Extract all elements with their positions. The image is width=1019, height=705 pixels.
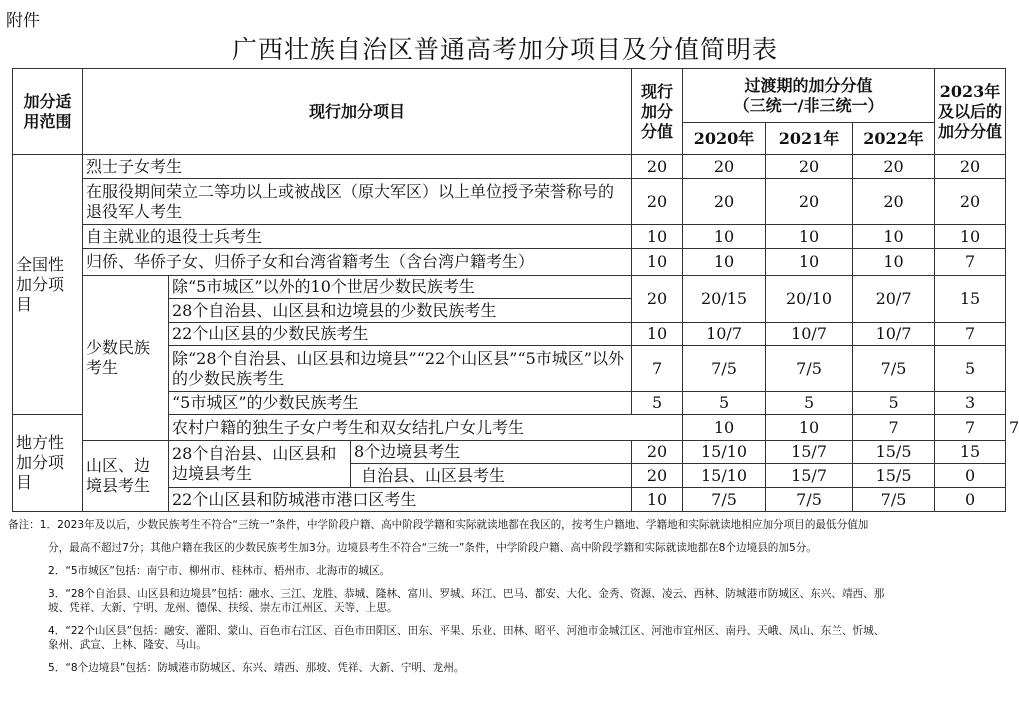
- value-cell: 5: [683, 392, 766, 415]
- value-cell: 20: [632, 179, 683, 225]
- item-cell: 28个自治县、山区县和边境县的少数民族考生: [169, 299, 632, 323]
- group-autonomous-border: 28个自治县、山区县和边境县考生: [169, 441, 351, 488]
- value-cell: 20: [935, 179, 1006, 225]
- value-cell: 7: [935, 415, 1006, 441]
- table-row: [13, 155, 1006, 179]
- bonus-points-table: [12, 68, 1019, 512]
- value-cell: 10: [632, 249, 683, 276]
- value-cell: 10: [683, 415, 766, 441]
- value-cell: 7: [853, 415, 935, 441]
- value-cell: 20: [853, 155, 935, 179]
- notes-section: [8, 518, 1003, 675]
- value-cell: 20/15: [683, 276, 766, 323]
- value-cell: 7/5: [683, 346, 766, 392]
- table-row: [13, 179, 1006, 225]
- item-cell: 除“5市城区”以外的10个世居少数民族考生: [169, 276, 632, 299]
- value-cell: 7/5: [683, 488, 766, 512]
- header-scope: 加分适用范围: [13, 69, 83, 155]
- header-2020: 2020年: [683, 123, 766, 155]
- header-2023: 2023年及以后的加分分值: [935, 69, 1006, 155]
- item-cell: 归侨、华侨子女、归侨子女和台湾省籍考生（含台湾户籍考生）: [83, 249, 632, 276]
- value-cell: 20: [766, 179, 853, 225]
- note-3-continued: 坡、凭祥、大新、宁明、龙州、德保、扶绥、崇左市江州区、天等、上思。: [48, 602, 398, 614]
- header-transition-label: 过渡期的加分分值: [744, 75, 873, 95]
- header-2022: 2022年: [853, 123, 935, 155]
- item-cell: 22个山区县的少数民族考生: [169, 323, 632, 346]
- value-cell: 10: [853, 249, 935, 276]
- header-2021: 2021年: [766, 123, 853, 155]
- value-cell: 20: [683, 179, 766, 225]
- group-local: 地方性加分项目: [13, 415, 83, 512]
- table-row: 地方性加分项目 农村户籍的独生子女户考生和双女结扎户女儿考生 10 10 7 7 7: [13, 415, 1006, 441]
- value-cell: 20: [632, 155, 683, 179]
- group-minority: 少数民族考生: [83, 276, 169, 441]
- note-4-continued: 象州、武宣、上林、隆安、马山。: [48, 639, 207, 651]
- table-row: [13, 249, 1006, 276]
- table-row: [13, 225, 1006, 249]
- note-5: 5．“8个边境县”包括：防城港市防城区、东兴、靖西、那坡、凭祥、大新、宁明、龙州。: [48, 662, 465, 674]
- value-cell: 15: [935, 276, 1006, 323]
- value-cell: 0: [935, 464, 1006, 488]
- header-current: 现行加分分值: [632, 69, 683, 155]
- note-1: 备注：1．2023年及以后，少数民族考生不符合“三统一”条件，中学阶段户籍、高中阶段学籍和实际就读地都在我区的，按考生户籍地、学籍地和实际就读地相应加分项目的最低分值加: [8, 519, 869, 531]
- value-cell: 10/7: [766, 323, 853, 346]
- value-cell: 7: [935, 249, 1006, 276]
- value-cell: 20/7: [853, 276, 935, 323]
- value-cell: 10: [766, 249, 853, 276]
- value-cell: 20/10: [766, 276, 853, 323]
- value-cell: 20: [632, 441, 683, 464]
- item-cell: 烈士子女考生: [83, 155, 632, 179]
- value-cell: 20: [935, 155, 1006, 179]
- item-cell: 自治县、山区县考生: [351, 464, 632, 488]
- value-cell: 20: [766, 155, 853, 179]
- table-row: [13, 441, 1006, 464]
- value-cell: 15/7: [766, 441, 853, 464]
- item-cell: 农村户籍的独生子女户考生和双女结扎户女儿考生: [169, 415, 683, 441]
- header-transition: [683, 69, 935, 123]
- value-cell: 20: [632, 276, 683, 323]
- value-cell: 10: [935, 225, 1006, 249]
- item-cell: 在服役期间荣立二等功以上或被战区（原大军区）以上单位授予荣誉称号的退役军人考生: [83, 179, 632, 225]
- table-row: [13, 276, 1006, 299]
- group-mountain-border: 山区、边境县考生: [83, 441, 169, 512]
- value-cell: 3: [935, 392, 1006, 415]
- item-cell: 自主就业的退役士兵考生: [83, 225, 632, 249]
- value-cell: 0: [935, 488, 1006, 512]
- value-cell: 15/5: [853, 464, 935, 488]
- value-cell: 20: [683, 155, 766, 179]
- value-cell: 15/5: [853, 441, 935, 464]
- value-cell: 5: [632, 392, 683, 415]
- value-cell: 7: [632, 346, 683, 392]
- value-cell: 15/10: [683, 441, 766, 464]
- header-row: [13, 69, 1006, 123]
- note-2: 2．“5市城区”包括：南宁市、柳州市、桂林市、梧州市、北海市的城区。: [48, 565, 391, 577]
- item-cell: 22个山区县和防城港市港口区考生: [169, 488, 632, 512]
- value-cell: 15/10: [683, 464, 766, 488]
- item-cell: 8个边境县考生: [351, 441, 632, 464]
- value-cell: 7: [935, 323, 1006, 346]
- note-3: 3．“28个自治县、山区县和边境县”包括：融水、三江、龙胜、恭城、隆林、富川、罗城、环江、巴马、都安、大化、金秀、资源、凌云、西林、防城港市防城区、东兴、靖西、那: [48, 588, 885, 600]
- value-cell: 10: [683, 249, 766, 276]
- value-cell: 10/7: [683, 323, 766, 346]
- value-cell: 20: [853, 179, 935, 225]
- value-cell: 7/5: [766, 488, 853, 512]
- header-item: 现行加分项目: [83, 69, 632, 155]
- value-cell: 10: [632, 323, 683, 346]
- value-cell: 15: [935, 441, 1006, 464]
- page-title: 广西壮族自治区普通高考加分项目及分值简明表: [231, 35, 778, 64]
- value-cell: 10: [683, 225, 766, 249]
- value-cell: 10: [632, 225, 683, 249]
- header-transition-sub: （三统一/非三统一）: [733, 95, 884, 115]
- value-cell: 5: [766, 392, 853, 415]
- value-cell: 7/5: [766, 346, 853, 392]
- value-cell: 7/5: [853, 346, 935, 392]
- value-cell: 10: [766, 225, 853, 249]
- value-cell: 20: [632, 464, 683, 488]
- note-1-continued: 分，最高不超过7分；其他户籍在我区的少数民族考生加3分。边境县考生不符合“三统一”条件，中学阶段户籍、高中阶段学籍和实际就读地都在8个边境县的加5分。: [48, 542, 817, 554]
- note-4: 4．“22个山区县”包括：融安、灌阳、蒙山、百色市右江区、百色市田阳区、田东、平果、乐业、田林、昭平、河池市金城江区、河池市宜州区、南丹、天峨、凤山、东兰、忻城、: [48, 625, 885, 637]
- group-national: 全国性加分项目: [13, 155, 83, 415]
- value-cell: 10/7: [853, 323, 935, 346]
- attachment-label: 附件: [6, 11, 40, 31]
- value-cell: 10: [853, 225, 935, 249]
- item-cell: 除“28个自治县、山区县和边境县”“22个山区县”“5市城区”以外的少数民族考生: [169, 346, 632, 392]
- value-cell: 10: [632, 488, 683, 512]
- value-cell: 5: [935, 346, 1006, 392]
- item-cell: “5市城区”的少数民族考生: [169, 392, 632, 415]
- value-cell: 10: [766, 415, 853, 441]
- value-cell: 7/5: [853, 488, 935, 512]
- value-cell: 5: [853, 392, 935, 415]
- value-cell: 15/7: [766, 464, 853, 488]
